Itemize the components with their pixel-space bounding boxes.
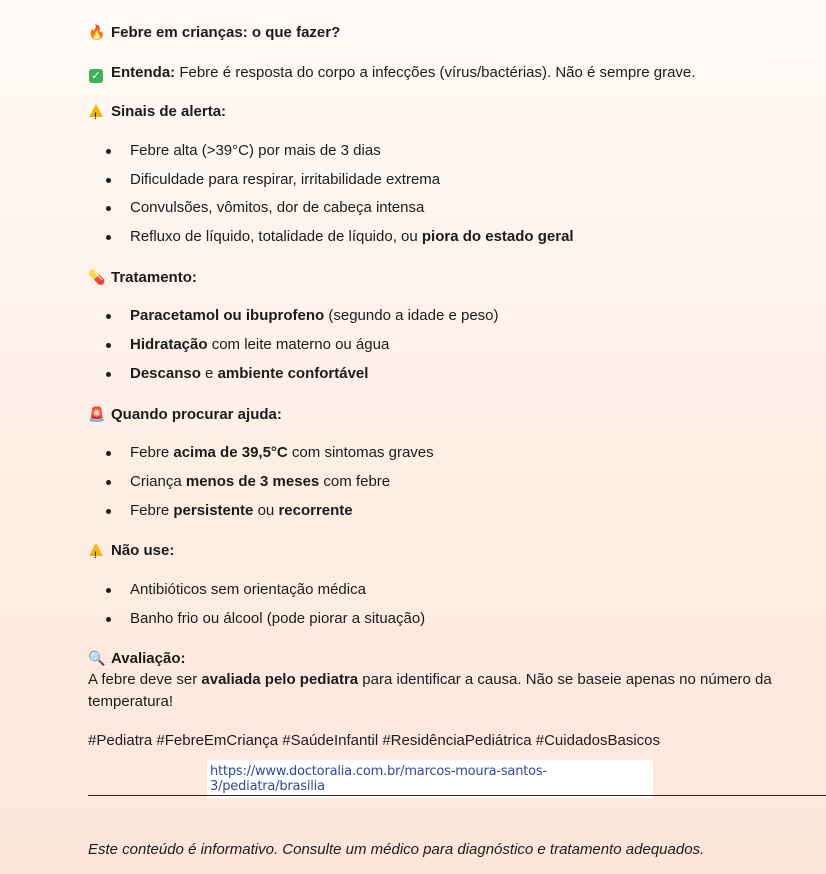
title-text: Febre em crianças: o que fazer? xyxy=(111,24,341,41)
evaluation-text-line1: A febre deve ser avaliada pelo pediatra para identificar a causa. Não se baseie apenas no número da xyxy=(88,671,772,688)
understand-text: Febre é resposta do corpo a infecções (vírus/bactérias). Não é sempre grave. xyxy=(175,64,696,81)
warning-icon xyxy=(88,101,104,121)
understand-label: Entenda: xyxy=(111,64,176,81)
bullet-icon xyxy=(106,235,111,240)
profile-link[interactable]: https://www.doctoralia.com.br/marcos-moura-santos-3/pediatra/brasilia xyxy=(210,764,547,794)
bullet-icon xyxy=(106,149,111,154)
bullet-icon xyxy=(106,343,111,348)
bullet-icon xyxy=(106,617,111,622)
warning-icon xyxy=(88,540,104,560)
bullet-icon xyxy=(106,206,111,211)
post-title xyxy=(88,22,340,43)
bullet-icon xyxy=(106,451,111,456)
check-icon: ✓ xyxy=(88,62,104,83)
bullet-icon xyxy=(106,509,111,514)
hashtags[interactable]: #Pediatra #FebreEmCriança #SaúdeInfantil #ResidênciaPediátrica #CuidadosBasicos xyxy=(88,732,660,749)
magnifier-icon: 🔍 xyxy=(88,650,106,666)
disclaimer: Este conteúdo é informativo. Consulte um médico para diagnóstico e tratamento adequados. xyxy=(88,841,705,858)
seek-help-heading: 🚨 Quando procurar ajuda: xyxy=(88,406,282,423)
do-not-use-heading: !Não use: xyxy=(88,540,174,561)
bullet-icon xyxy=(106,588,111,593)
divider xyxy=(88,795,826,796)
treatment-heading: 💊 Tratamento: xyxy=(88,269,197,286)
fire-icon: 🔥 xyxy=(88,24,106,40)
evaluation-heading: 🔍 Avaliação: xyxy=(88,650,186,667)
bullet-icon xyxy=(106,178,111,183)
bullet-icon xyxy=(106,480,111,485)
siren-icon: 🚨 xyxy=(88,406,106,422)
profile-link-box[interactable] xyxy=(207,760,653,798)
evaluation-text-line2: temperatura! xyxy=(88,693,174,710)
bullet-icon xyxy=(106,372,111,377)
pill-icon: 💊 xyxy=(88,269,106,285)
understand-line xyxy=(88,62,695,83)
warning-signs-heading: !Sinais de alerta: xyxy=(88,101,226,122)
bullet-icon xyxy=(106,314,111,319)
